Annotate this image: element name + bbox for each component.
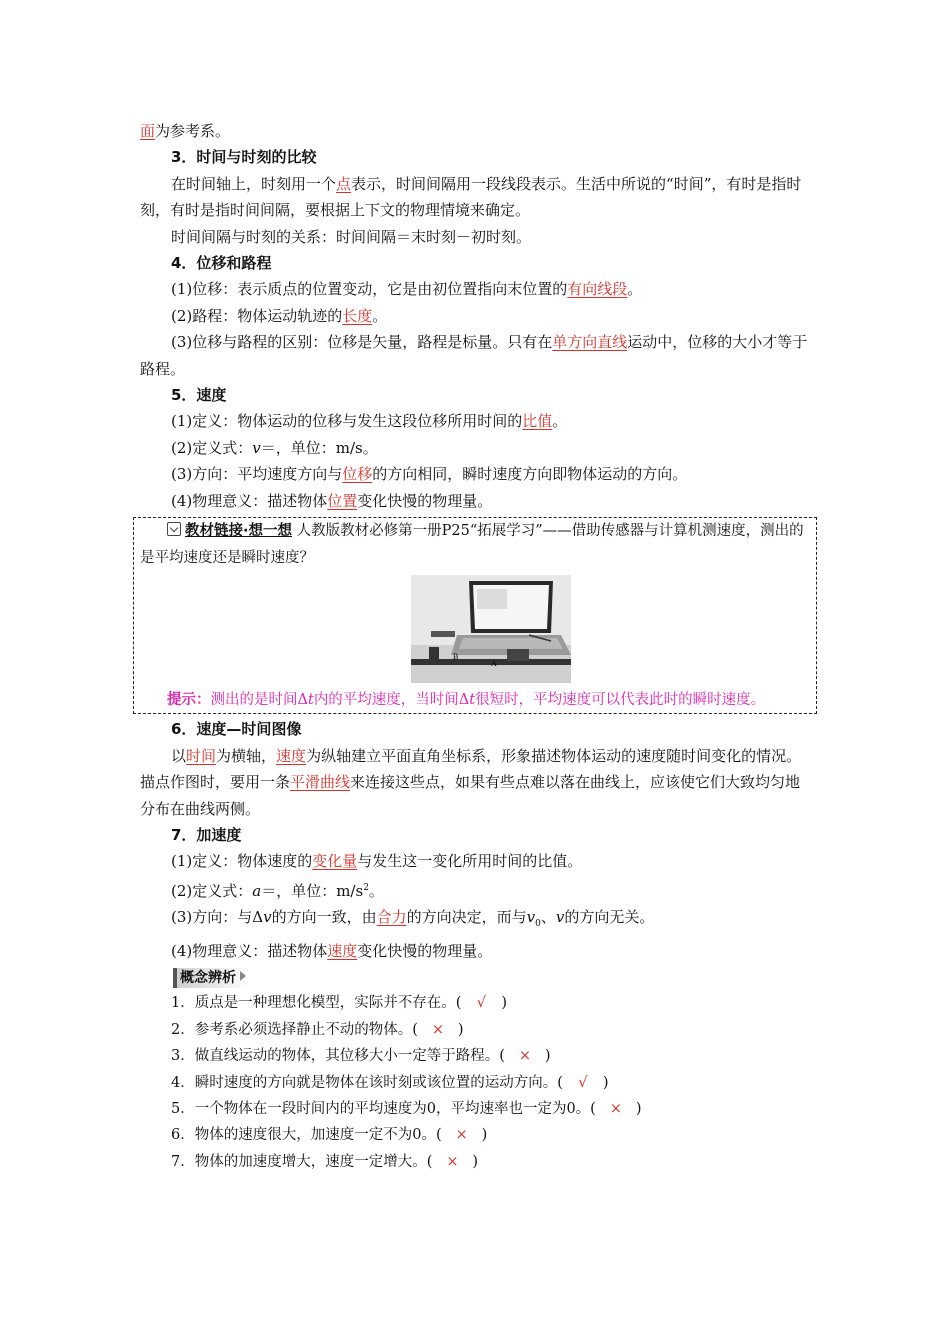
- page-content: [140, 118, 812, 1175]
- section-5-item-4: (4)物理意义：描述物体位置变化快慢的物理量。: [171, 491, 493, 510]
- section-5-item-3: (3)方向：平均速度方向与位移的方向相同，瞬时速度方向即物体运动的方向。: [171, 465, 688, 484]
- section-6-heading: 6．速度—时间图像: [171, 720, 302, 739]
- answer-blank: 平滑曲线: [290, 773, 351, 792]
- answer-mark: ×: [455, 1127, 468, 1144]
- answer-blank: 速度: [327, 941, 358, 960]
- section-5-heading: 5．速度: [171, 386, 227, 405]
- answer-blank: 面: [140, 122, 156, 140]
- answer-blank: 长度: [342, 306, 373, 325]
- answer-blank: 比值: [522, 412, 553, 431]
- answer-mark: ×: [518, 1048, 531, 1065]
- answer-mark: √: [476, 995, 487, 1012]
- section-3-para-1: 在时间轴上，时刻用一个点表示，时间间隔用一段线段表示。生活中所说的“时间”，有时是指时刻，有时是指时间间隔，要根据上下文的物理情境来确定。: [140, 174, 802, 220]
- section-7-item-4: (4)物理意义：描述物体速度变化快慢的物理量。: [171, 941, 493, 960]
- triangle-icon: [240, 971, 246, 981]
- section-7-item-3: (3)方向：与Δv的方向一致，由合力的方向决定，而与$v_0$、v的方向无关。: [171, 908, 655, 930]
- list-item: 4．瞬时速度的方向就是物体在该时刻或该位置的运动方向。( √ ): [140, 1070, 812, 1096]
- photo-label-a: A: [491, 658, 497, 668]
- textbook-link-box: [133, 517, 817, 714]
- concept-section-tag: 概念辨析: [173, 968, 250, 988]
- section-3-heading: 3．时间与时刻的比较: [171, 148, 317, 167]
- list-item: 5．一个物体在一段时间内的平均速度为0，平均速率也一定为0。( × ): [140, 1096, 812, 1122]
- answer-blank: 单方向直线: [552, 333, 628, 352]
- hint-label: 提示：: [167, 691, 211, 708]
- answer-mark: ×: [446, 1153, 459, 1170]
- answer-blank: 速度: [276, 746, 307, 765]
- section-7-item-2: (2)定义式：a＝，单位：$m/s^2$。: [171, 881, 384, 900]
- section-7-heading: 7．加速度: [171, 825, 242, 844]
- concept-list: [140, 990, 812, 1175]
- list-item: 1．质点是一种理想化模型，实际并不存在。( √ ): [140, 990, 812, 1016]
- answer-blank: 位移: [342, 465, 373, 484]
- answer-blank: 点: [336, 174, 352, 193]
- answer-mark: ×: [431, 1021, 444, 1038]
- photo-label-b: B: [453, 651, 459, 661]
- list-item: 2．参考系必须选择静止不动的物体。( × ): [140, 1017, 812, 1043]
- box-title: 教材链接·想一想: [185, 523, 293, 540]
- box-hint: 提示：测出的是时间Δt内的平均速度，当时间Δt很短时，平均速度可以代表此时的瞬时速度。: [167, 691, 766, 708]
- section-4-item-2: (2)路程：物体运动轨迹的长度。: [171, 306, 388, 325]
- answer-blank: 位置: [327, 491, 358, 510]
- answer-blank: 有向线段: [567, 280, 628, 299]
- section-4-heading: 4．位移和路程: [171, 254, 272, 273]
- answer-mark: √: [578, 1074, 588, 1091]
- list-item: 7．物体的加速度增大，速度一定增大。( × ): [140, 1149, 812, 1175]
- answer-blank: 时间: [186, 746, 217, 765]
- section-5-item-2: (2)定义式：v＝，单位：m/s。: [171, 438, 378, 457]
- link-icon: [167, 522, 181, 536]
- laptop-sensor-photo: [411, 575, 571, 683]
- section-4-item-1: (1)位移：表示质点的位置变动，它是由初位置指向末位置的有向线段。: [171, 280, 643, 299]
- list-item: 6．物体的速度很大，加速度一定不为0。( × ): [140, 1122, 812, 1148]
- answer-blank: 合力: [376, 908, 407, 927]
- box-question: 教材链接·想一想 人教版教材必修第一册P25“拓展学习”——借助传感器与计算机测速度，测出的是平均速度还是瞬时速度？: [140, 523, 804, 566]
- section-7-item-1: (1)定义：物体速度的变化量与发生这一变化所用时间的比值。: [171, 852, 583, 871]
- section-5-item-1: (1)定义：物体运动的位移与发生这段位移所用时间的比值。: [171, 412, 568, 431]
- answer-blank: 变化量: [312, 852, 358, 871]
- section-3-para-2: 时间间隔与时刻的关系：时间间隔＝末时刻－初时刻。: [171, 227, 532, 246]
- answer-mark: ×: [609, 1101, 622, 1117]
- section-6-para: 以时间为横轴，速度为纵轴建立平面直角坐标系，形象描述物体运动的速度随时间变化的情况。描点作图时，要用一条平滑曲线来连接这些点，如果有些点难以落在曲线上，应该使它们大致均匀地分布在曲线两侧。: [140, 746, 802, 818]
- intro-line: 面为参考系。: [140, 122, 231, 140]
- section-4-item-3: (3)位移与路程的区别：位移是矢量，路程是标量。只有在单方向直线运动中，位移的大小才等于路程。: [140, 333, 808, 378]
- list-item: 3．做直线运动的物体，其位移大小一定等于路程。( × ): [140, 1043, 812, 1069]
